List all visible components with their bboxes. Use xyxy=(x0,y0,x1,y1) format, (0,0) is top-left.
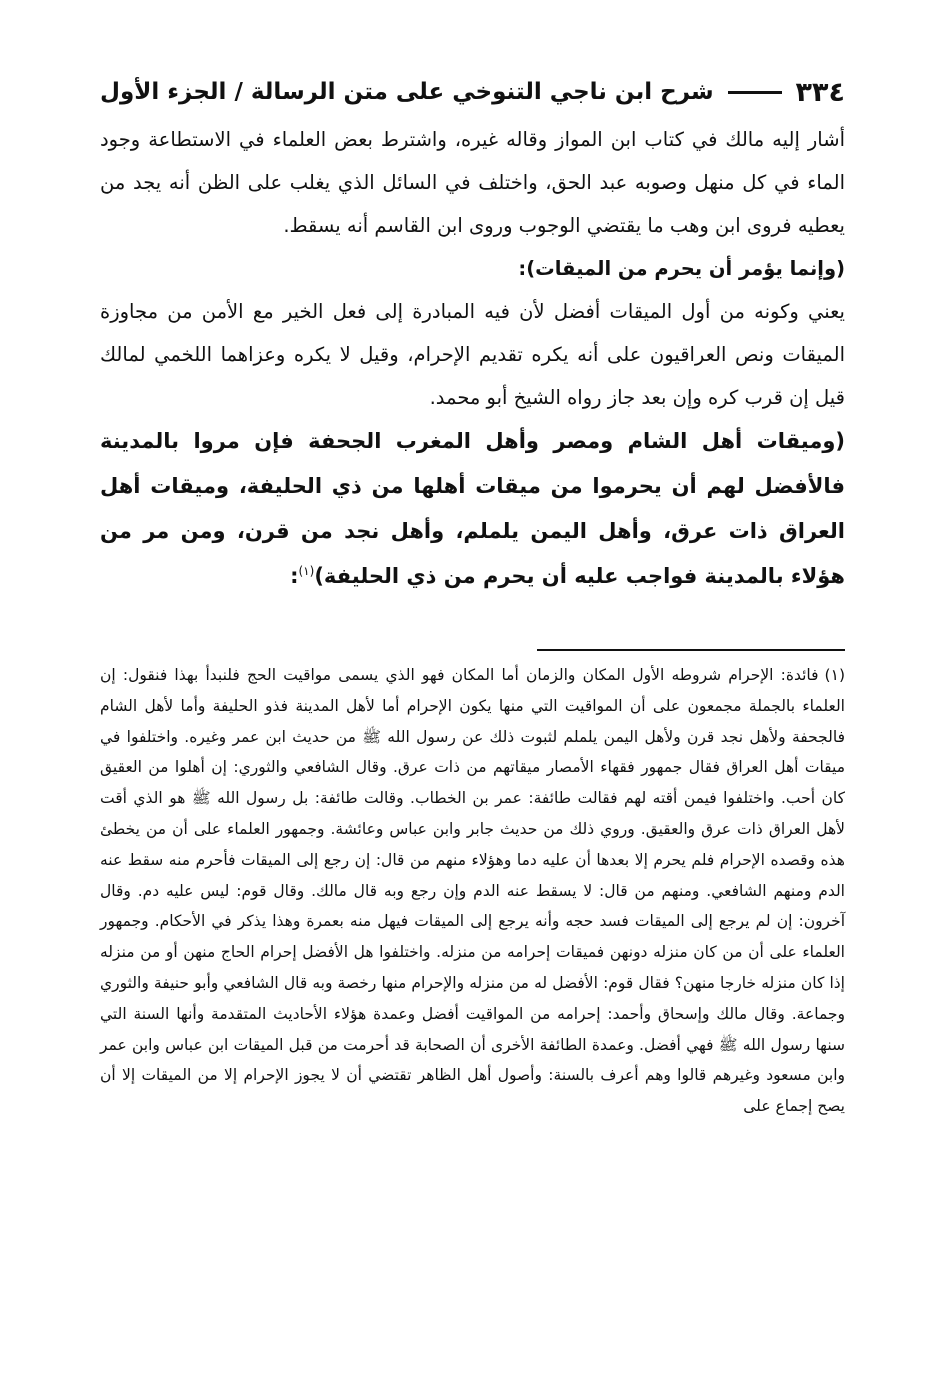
matn-quote-2-text: (وميقات أهل الشام ومصر وأهل المغرب الجحفة فإن مروا بالمدينة فالأفضل لهم أن يحرموا من ميقات أهلها من ذي الحليفة، وميقات أهل العراق ذات عرق، وأهل اليمن يلملم، وأهل نجد من قرن، ومن مر من هؤلاء بالمدينة فواجب عليه أن يحرم من ذي الحليفة) xyxy=(100,429,845,588)
footnote-text: فائدة: الإحرام شروطه الأول المكان والزمان أما المكان فهو الذي يسمى مواقيت الحج فلنبدأ بهذا فنقول: إن العلماء بالجملة مجمعون على أن المواقيت التي منها يكون الإحرام أما لأهل المدينة فذو الحليفة وأما لأهل الشام فالجحفة ولأهل نجد قرن ولأهل اليمن يلملم لثبوت ذلك عن رسول الله ﷺ من حديث ابن عمر وغيره. واختلفوا في ميقات أهل العراق فقال جمهور فقهاء الأمصار ميقاتهم من ذات عرق. وقال الشافعي والثوري: إن أهلوا من العقيق كان أحب. واختلفوا فيمن أقته لهم فقالت طائفة: عمر بن الخطاب. وقالت طائفة: بل رسول الله ﷺ هو الذي أقت لأهل العراق ذات عرق والعقيق. وروي ذلك من حديث جابر وابن عباس وعائشة. وجمهور العلماء على أن من يخطئ هذه وقصده الإحرام فلم يحرم إلا بعدها أن عليه دما وهؤلاء منهم من قال: إن رجع إلى الميقات فأحرم منه سقط عنه الدم ومنهم الشافعي. ومنهم من قال: لا يسقط عنه الدم وإن رجع وبه قال مالك. وقال قوم: ليس عليه دم. وقال آخرون: إن لم يرجع إلى الميقات فسد حجه وأنه يرجع إلى الميقات فيهل منه بعمرة وهذا يذكر في الأحكام. وجمهور العلماء على أن من كان منزله دونهن فميقات إحرامه من منزله. واختلفوا هل الأفضل إحرام الحاج منهن أو من منزله إذا كان منزله خارجا منهن؟ فقال قوم: الأفضل له من منزله والإحرام منها رخصة وبه قال الشافعي وأبو حنيفة والثوري وجماعة. وقال مالك وإسحاق وأحمد: إحرامه من المواقيت أفضل وعمدة هؤلاء الأحاديث المتقدمة وأنها السنة التي سنها رسول الله ﷺ فهي أفضل. وعمدة الطائفة الأخرى أن الصحابة قد أحرمت من قبل الميقات ابن عباس وابن عمر وابن مسعود وغيرهم قالوا وهم أعرف بالسنة: وأصول أهل الظاهر تقتضي أن لا يجوز الإحرام إلا من الميقات إلا أن يصح إجماع على xyxy=(100,666,845,1116)
footnotes-section xyxy=(100,660,845,1122)
matn-quote-2 xyxy=(100,419,845,599)
running-title: شرح ابن ناجي التنوخي على متن الرسالة / الجزء الأول xyxy=(100,79,714,105)
matn-heading-1: (وإنما يؤمر أن يحرم من الميقات): xyxy=(518,257,845,280)
footnote-1 xyxy=(100,660,845,1122)
header-rule xyxy=(728,91,782,94)
page-number: ٣٣٤ xyxy=(795,76,845,108)
page-header xyxy=(100,72,845,112)
footnote-reference[interactable]: (١) xyxy=(298,564,315,578)
footnote-separator xyxy=(537,649,845,651)
main-text xyxy=(100,118,845,599)
commentary-paragraph-2: يعني وكونه من أول الميقات أفضل لأن فيه المبادرة إلى فعل الخير مع الأمن من مجاوزة الميقات ونص العراقيون على أنه يكره تقديم الإحرام، وقيل لا يكره وعزاهما اللخمي لمالك قيل إن قرب كره وإن بعد جاز رواه الشيخ أبو محمد. xyxy=(100,300,845,409)
commentary-paragraph-1: أشار إليه مالك في كتاب ابن المواز وقاله غيره، واشترط بعض العلماء في الاستطاعة وجود الماء في كل منهل وصوبه عبد الحق، واختلف في السائل الذي يغلب على الظن أنه يجد من يعطيه فروى ابن وهب ما يقتضي الوجوب وروى ابن القاسم أنه يسقط. xyxy=(100,128,845,237)
footnote-marker: (١) xyxy=(824,666,845,684)
matn-quote-2-colon: : xyxy=(290,564,299,588)
